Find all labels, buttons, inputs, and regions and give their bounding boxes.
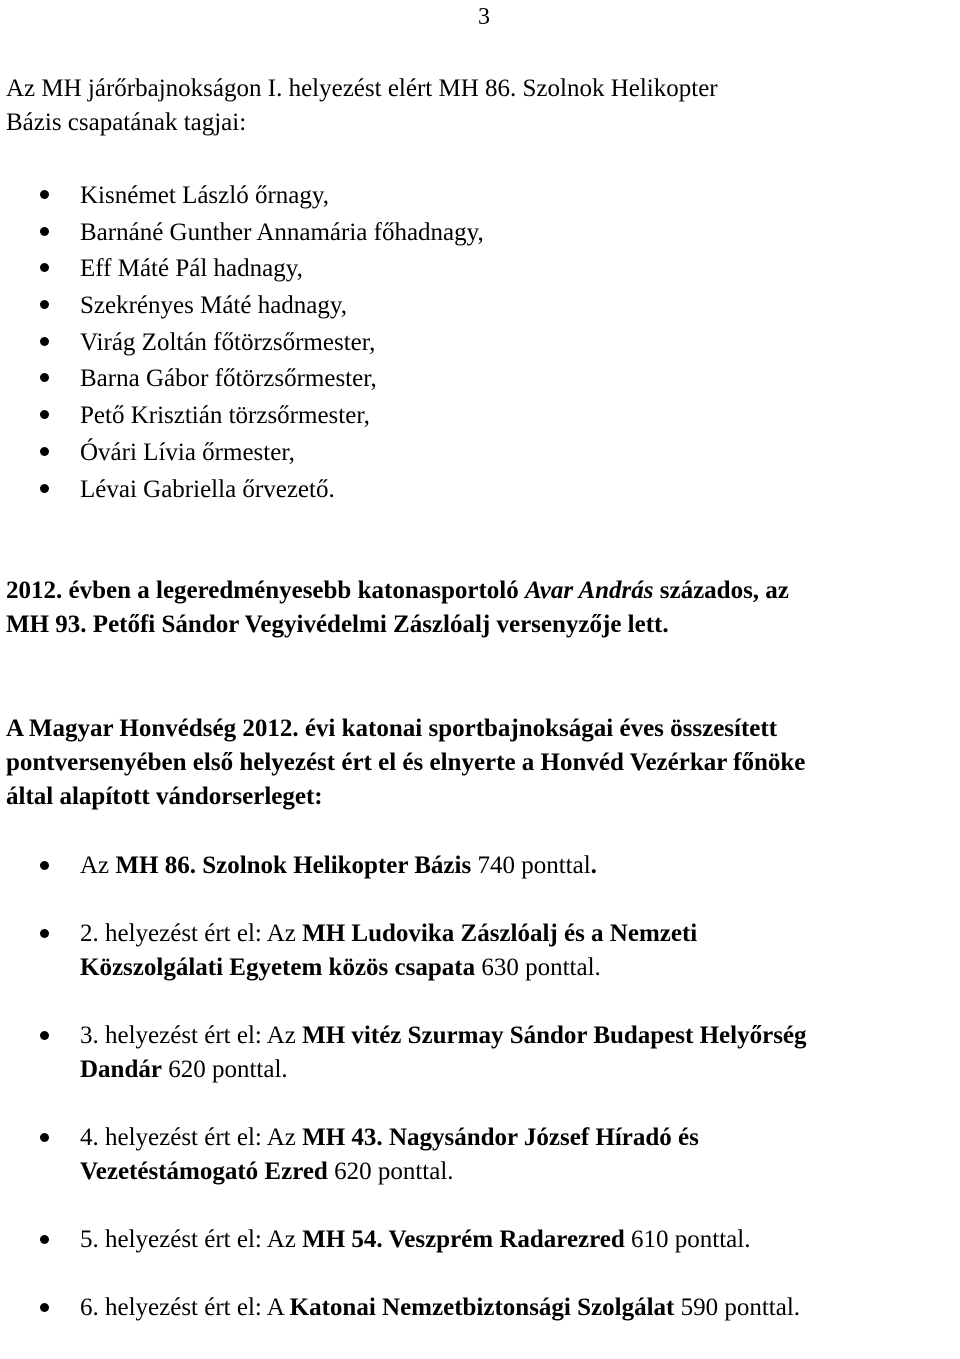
result-item-3: [0, 1019, 960, 1087]
result-4-team-line-2: Vezetéstámogató Ezred: [80, 1158, 328, 1185]
team-member-name: Barna Gábor főtörzsőrmester,: [80, 365, 377, 393]
result-5-prefix: 5. helyezést ért el: Az: [80, 1226, 303, 1253]
team-member-item: [0, 325, 960, 362]
bullet-icon: [40, 484, 49, 493]
championship-paragraph: [6, 712, 956, 814]
athlete-text-2: százados, az: [653, 577, 789, 604]
results-list: [0, 849, 960, 1359]
athlete-text-1: 2012. évben a legeredményesebb katonasportoló: [6, 577, 525, 604]
bullet-icon: [40, 263, 49, 272]
intro-line-1: Az MH járőrbajnokságon I. helyezést elért MH 86. Szolnok Helikopter: [6, 75, 718, 102]
team-member-item: [0, 178, 960, 215]
result-item-1: [0, 849, 960, 883]
result-5-team-number: MH 54.: [302, 1226, 383, 1253]
championship-line-1: A Magyar Honvédség 2012. évi katonai sportbajnokságai éves összesített: [6, 715, 778, 742]
bullet-icon: [40, 861, 49, 870]
athlete-name: Avar András: [524, 577, 654, 604]
championship-line-3: által alapított vándorserleget:: [6, 783, 323, 810]
result-3-team-line-2: Dandár: [80, 1056, 162, 1083]
athlete-paragraph: [6, 574, 956, 642]
result-item-4: [0, 1121, 960, 1189]
bullet-icon: [40, 190, 49, 199]
result-1-team: MH 86. Szolnok Helikopter Bázis: [115, 852, 472, 879]
bullet-icon: [40, 1235, 49, 1244]
bullet-icon: [40, 300, 49, 309]
bullet-icon: [40, 227, 49, 236]
result-6-team: Katonai Nemzetbiztonsági Szolgálat: [289, 1294, 675, 1321]
team-member-list: [0, 178, 960, 508]
result-3-points: 620 ponttal.: [161, 1056, 288, 1083]
team-member-item: [0, 398, 960, 435]
result-item-5: [0, 1223, 960, 1257]
result-2-team-line-2: Közszolgálati Egyetem közös csapata: [80, 954, 476, 981]
team-member-item: [0, 361, 960, 398]
bullet-icon: [40, 447, 49, 456]
intro-line-2: Bázis csapatának tagjai:: [6, 109, 247, 136]
intro-paragraph: [6, 72, 956, 140]
team-member-name: Lévai Gabriella őrvezető.: [80, 475, 335, 503]
team-member-item: [0, 288, 960, 325]
championship-line-2: pontversenyében első helyezést ért el és elnyerte a Honvéd Vezérkar főnöke: [6, 749, 806, 776]
result-2-team-line-1: MH Ludovika Zászlóalj és a Nemzeti: [302, 920, 698, 947]
team-member-item: [0, 215, 960, 252]
bullet-icon: [40, 1031, 49, 1040]
team-member-name: Virág Zoltán főtörzsőrmester,: [80, 328, 376, 356]
team-member-item: [0, 435, 960, 472]
team-member-name: Eff Máté Pál hadnagy,: [80, 255, 303, 283]
team-member-name: Kisnémet László őrnagy,: [80, 182, 329, 209]
result-2-prefix: 2. helyezést ért el: Az: [80, 920, 303, 947]
result-4-points: 620 ponttal.: [327, 1158, 454, 1185]
team-member-name: Szekrényes Máté hadnagy,: [80, 292, 348, 320]
result-5-team: Veszprém Radarezred: [382, 1226, 625, 1253]
result-2-points: 630 ponttal.: [475, 954, 601, 981]
result-1-az: Az: [80, 852, 116, 879]
team-member-name: Pető Krisztián törzsőrmester,: [80, 402, 370, 430]
bullet-icon: [40, 337, 49, 346]
result-5-points: 610 ponttal.: [624, 1226, 751, 1253]
athlete-line-2: MH 93. Petőfi Sándor Vegyivédelmi Zászlóalj versenyzője lett.: [6, 611, 669, 638]
result-4-team-line-1: Nagysándor József Híradó és: [382, 1124, 699, 1151]
result-1-points: 740 ponttal: [471, 852, 591, 879]
result-4-team-number: MH 43.: [302, 1124, 383, 1151]
result-6-points: 590 ponttal.: [674, 1294, 801, 1321]
team-member-name: Barnáné Gunther Annamária főhadnagy,: [80, 218, 484, 246]
bullet-icon: [40, 1133, 49, 1142]
result-6-prefix: 6. helyezést ért el: A: [80, 1294, 290, 1321]
team-member-item: [0, 472, 960, 509]
result-3-team-line-1: MH vitéz Szurmay Sándor Budapest Helyőrség: [302, 1022, 807, 1049]
page-number: 3: [478, 4, 490, 30]
result-1-dot: .: [590, 852, 597, 879]
bullet-icon: [40, 929, 49, 938]
result-3-prefix: 3. helyezést ért el: Az: [80, 1022, 303, 1049]
result-4-prefix: 4. helyezést ért el: Az: [80, 1124, 303, 1151]
team-member-item: [0, 251, 960, 288]
result-item-6: [0, 1291, 960, 1325]
result-item-2: [0, 917, 960, 985]
bullet-icon: [40, 373, 49, 382]
bullet-icon: [40, 1303, 49, 1312]
bullet-icon: [40, 410, 49, 419]
team-member-name: Óvári Lívia őrmester,: [80, 438, 295, 466]
